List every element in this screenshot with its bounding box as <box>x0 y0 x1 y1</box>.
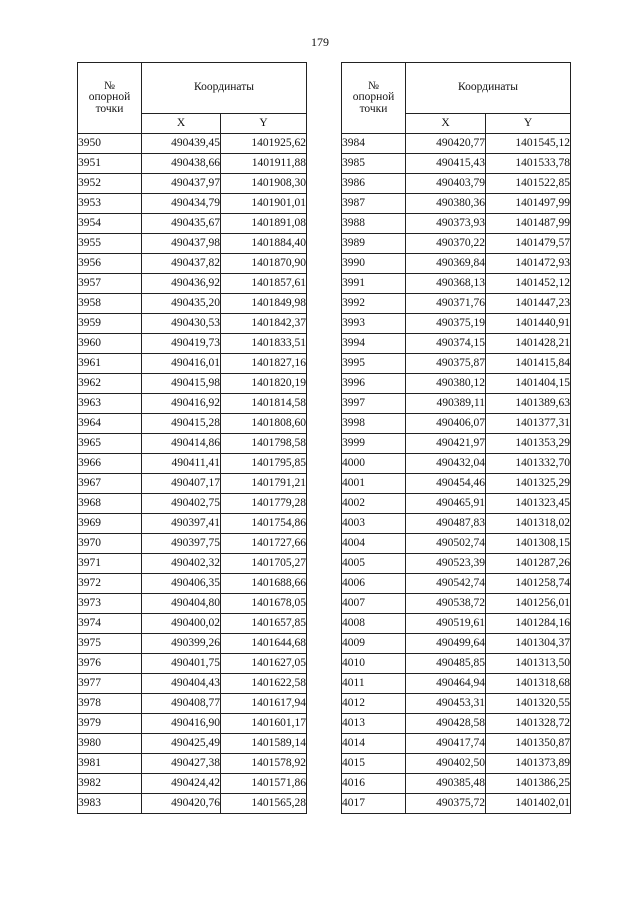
x-coordinate-cell: 490430,53 <box>142 314 221 334</box>
point-number-cell: 4008 <box>342 614 406 634</box>
x-coordinate-cell: 490432,04 <box>406 454 486 474</box>
x-coordinate-cell: 490420,76 <box>142 794 221 814</box>
x-coordinate-cell: 490411,41 <box>142 454 221 474</box>
y-coordinate-cell: 1401688,66 <box>221 574 307 594</box>
y-coordinate-cell: 1401578,92 <box>221 754 307 774</box>
point-number-cell: 4016 <box>342 774 406 794</box>
table-row <box>78 714 307 734</box>
x-coordinate-cell: 490400,02 <box>142 614 221 634</box>
x-coordinate-cell: 490374,15 <box>406 334 486 354</box>
x-coordinate-cell: 490373,93 <box>406 214 486 234</box>
x-coordinate-cell: 490397,75 <box>142 534 221 554</box>
point-number-cell: 3958 <box>78 294 142 314</box>
y-coordinate-cell: 1401522,85 <box>486 174 571 194</box>
table-row <box>78 154 307 174</box>
y-coordinate-cell: 1401320,55 <box>486 694 571 714</box>
y-coordinate-cell: 1401911,88 <box>221 154 307 174</box>
table-row <box>342 794 571 814</box>
x-coordinate-cell: 490416,92 <box>142 394 221 414</box>
table-row <box>78 634 307 654</box>
y-coordinate-cell: 1401428,21 <box>486 334 571 354</box>
table-row <box>342 414 571 434</box>
table-row <box>78 354 307 374</box>
table-row <box>342 614 571 634</box>
point-number-cell: 4015 <box>342 754 406 774</box>
point-number-cell: 3975 <box>78 634 142 654</box>
point-number-cell: 3953 <box>78 194 142 214</box>
y-coordinate-cell: 1401284,16 <box>486 614 571 634</box>
table-row <box>342 254 571 274</box>
point-number-cell: 3966 <box>78 454 142 474</box>
y-coordinate-cell: 1401901,01 <box>221 194 307 214</box>
y-coordinate-cell: 1401678,05 <box>221 594 307 614</box>
y-coordinate-cell: 1401622,58 <box>221 674 307 694</box>
y-coordinate-cell: 1401497,99 <box>486 194 571 214</box>
table-row <box>78 174 307 194</box>
point-number-header-line1: № <box>104 79 115 92</box>
x-coordinate-cell: 490415,43 <box>406 154 486 174</box>
x-coordinate-cell: 490369,84 <box>406 254 486 274</box>
table-row <box>78 434 307 454</box>
y-column-header: Y <box>486 114 571 134</box>
table-row <box>342 634 571 654</box>
table-row <box>342 714 571 734</box>
x-coordinate-cell: 490370,22 <box>406 234 486 254</box>
table-body-right <box>342 134 571 814</box>
point-number-cell: 4010 <box>342 654 406 674</box>
x-coordinate-cell: 490397,41 <box>142 514 221 534</box>
point-number-cell: 3967 <box>78 474 142 494</box>
y-coordinate-cell: 1401332,70 <box>486 454 571 474</box>
y-coordinate-cell: 1401820,19 <box>221 374 307 394</box>
y-coordinate-cell: 1401452,12 <box>486 274 571 294</box>
y-coordinate-cell: 1401308,15 <box>486 534 571 554</box>
x-coordinate-cell: 490371,76 <box>406 294 486 314</box>
point-number-cell: 3955 <box>78 234 142 254</box>
point-number-cell: 3974 <box>78 614 142 634</box>
x-coordinate-cell: 490485,85 <box>406 654 486 674</box>
x-coordinate-cell: 490375,19 <box>406 314 486 334</box>
point-number-cell: 3998 <box>342 414 406 434</box>
point-number-cell: 3951 <box>78 154 142 174</box>
table-row <box>342 134 571 154</box>
point-number-cell: 3986 <box>342 174 406 194</box>
table-row <box>342 694 571 714</box>
y-coordinate-cell: 1401870,90 <box>221 254 307 274</box>
table-row <box>78 214 307 234</box>
y-coordinate-cell: 1401798,58 <box>221 434 307 454</box>
coordinates-header: Координаты <box>406 63 571 114</box>
table-row <box>78 274 307 294</box>
table-row <box>342 274 571 294</box>
point-number-cell: 3963 <box>78 394 142 414</box>
table-row <box>78 314 307 334</box>
x-coordinate-cell: 490435,67 <box>142 214 221 234</box>
y-coordinate-cell: 1401545,12 <box>486 134 571 154</box>
x-coordinate-cell: 490419,73 <box>142 334 221 354</box>
y-column-header: Y <box>221 114 307 134</box>
table-row <box>342 154 571 174</box>
point-number-cell: 4006 <box>342 574 406 594</box>
y-coordinate-cell: 1401389,63 <box>486 394 571 414</box>
table-row <box>342 174 571 194</box>
x-coordinate-cell: 490401,75 <box>142 654 221 674</box>
x-coordinate-cell: 490415,98 <box>142 374 221 394</box>
y-coordinate-cell: 1401779,28 <box>221 494 307 514</box>
x-coordinate-cell: 490408,77 <box>142 694 221 714</box>
x-coordinate-cell: 490420,77 <box>406 134 486 154</box>
y-coordinate-cell: 1401754,86 <box>221 514 307 534</box>
y-coordinate-cell: 1401857,61 <box>221 274 307 294</box>
point-number-cell: 3995 <box>342 354 406 374</box>
table-row <box>78 374 307 394</box>
point-number-header-line2: опорной <box>352 91 395 104</box>
point-number-cell: 3957 <box>78 274 142 294</box>
table-row <box>78 494 307 514</box>
point-number-cell: 3968 <box>78 494 142 514</box>
point-number-cell: 3981 <box>78 754 142 774</box>
x-coordinate-cell: 490424,42 <box>142 774 221 794</box>
point-number-cell: 3987 <box>342 194 406 214</box>
point-number-cell: 3976 <box>78 654 142 674</box>
y-coordinate-cell: 1401791,21 <box>221 474 307 494</box>
table-row <box>78 554 307 574</box>
table-row <box>78 614 307 634</box>
x-column-header: X <box>406 114 486 134</box>
point-number-header <box>342 63 406 134</box>
point-number-cell: 3950 <box>78 134 142 154</box>
y-coordinate-cell: 1401318,02 <box>486 514 571 534</box>
point-number-cell: 4011 <box>342 674 406 694</box>
table-row <box>78 694 307 714</box>
point-number-cell: 3952 <box>78 174 142 194</box>
point-number-cell: 4014 <box>342 734 406 754</box>
x-coordinate-cell: 490404,80 <box>142 594 221 614</box>
point-number-cell: 3961 <box>78 354 142 374</box>
point-number-header-line3: точки <box>359 102 388 115</box>
y-coordinate-cell: 1401487,99 <box>486 214 571 234</box>
y-coordinate-cell: 1401565,28 <box>221 794 307 814</box>
y-coordinate-cell: 1401808,60 <box>221 414 307 434</box>
point-number-cell: 3984 <box>342 134 406 154</box>
point-number-cell: 3999 <box>342 434 406 454</box>
table-row <box>78 454 307 474</box>
x-coordinate-cell: 490389,11 <box>406 394 486 414</box>
point-number-cell: 3956 <box>78 254 142 274</box>
x-coordinate-cell: 490375,72 <box>406 794 486 814</box>
table-row <box>342 554 571 574</box>
point-number-cell: 4005 <box>342 554 406 574</box>
y-coordinate-cell: 1401814,58 <box>221 394 307 414</box>
y-coordinate-cell: 1401318,68 <box>486 674 571 694</box>
point-number-cell: 3985 <box>342 154 406 174</box>
x-coordinate-cell: 490406,07 <box>406 414 486 434</box>
table-row <box>342 194 571 214</box>
y-coordinate-cell: 1401440,91 <box>486 314 571 334</box>
point-number-cell: 3993 <box>342 314 406 334</box>
x-coordinate-cell: 490523,39 <box>406 554 486 574</box>
table-row <box>78 534 307 554</box>
y-coordinate-cell: 1401304,37 <box>486 634 571 654</box>
table-row <box>342 734 571 754</box>
y-coordinate-cell: 1401571,86 <box>221 774 307 794</box>
point-number-cell: 3982 <box>78 774 142 794</box>
table-row <box>342 674 571 694</box>
y-coordinate-cell: 1401925,62 <box>221 134 307 154</box>
y-coordinate-cell: 1401884,40 <box>221 234 307 254</box>
x-coordinate-cell: 490464,94 <box>406 674 486 694</box>
y-coordinate-cell: 1401617,94 <box>221 694 307 714</box>
point-number-cell: 3960 <box>78 334 142 354</box>
y-coordinate-cell: 1401256,01 <box>486 594 571 614</box>
point-number-cell: 4012 <box>342 694 406 714</box>
coordinates-table-left <box>77 62 307 814</box>
point-number-cell: 4017 <box>342 794 406 814</box>
y-coordinate-cell: 1401325,29 <box>486 474 571 494</box>
x-coordinate-cell: 490428,58 <box>406 714 486 734</box>
x-coordinate-cell: 490437,98 <box>142 234 221 254</box>
point-number-cell: 3979 <box>78 714 142 734</box>
x-coordinate-cell: 490487,83 <box>406 514 486 534</box>
point-number-cell: 3996 <box>342 374 406 394</box>
table-row <box>78 774 307 794</box>
y-coordinate-cell: 1401627,05 <box>221 654 307 674</box>
table-row <box>342 534 571 554</box>
point-number-cell: 3992 <box>342 294 406 314</box>
y-coordinate-cell: 1401727,66 <box>221 534 307 554</box>
y-coordinate-cell: 1401479,57 <box>486 234 571 254</box>
y-coordinate-cell: 1401386,25 <box>486 774 571 794</box>
y-coordinate-cell: 1401833,51 <box>221 334 307 354</box>
point-number-cell: 4004 <box>342 534 406 554</box>
x-coordinate-cell: 490380,12 <box>406 374 486 394</box>
x-coordinate-cell: 490406,35 <box>142 574 221 594</box>
point-number-cell: 3980 <box>78 734 142 754</box>
x-coordinate-cell: 490375,87 <box>406 354 486 374</box>
table-row <box>342 354 571 374</box>
y-coordinate-cell: 1401447,23 <box>486 294 571 314</box>
x-coordinate-cell: 490417,74 <box>406 734 486 754</box>
table-row <box>342 234 571 254</box>
point-number-cell: 3988 <box>342 214 406 234</box>
point-number-cell: 4002 <box>342 494 406 514</box>
point-number-cell: 3965 <box>78 434 142 454</box>
point-number-cell: 3990 <box>342 254 406 274</box>
table-row <box>78 194 307 214</box>
table-row <box>342 434 571 454</box>
y-coordinate-cell: 1401353,29 <box>486 434 571 454</box>
table-row <box>342 314 571 334</box>
point-number-cell: 3964 <box>78 414 142 434</box>
table-row <box>342 774 571 794</box>
y-coordinate-cell: 1401601,17 <box>221 714 307 734</box>
table-row <box>78 734 307 754</box>
point-number-cell: 4009 <box>342 634 406 654</box>
x-coordinate-cell: 490465,91 <box>406 494 486 514</box>
y-coordinate-cell: 1401402,01 <box>486 794 571 814</box>
point-number-cell: 3973 <box>78 594 142 614</box>
point-number-cell: 4003 <box>342 514 406 534</box>
table-row <box>78 754 307 774</box>
y-coordinate-cell: 1401287,26 <box>486 554 571 574</box>
point-number-header-line1: № <box>368 79 379 92</box>
y-coordinate-cell: 1401891,08 <box>221 214 307 234</box>
x-coordinate-cell: 490402,50 <box>406 754 486 774</box>
point-number-cell: 4007 <box>342 594 406 614</box>
x-coordinate-cell: 490499,64 <box>406 634 486 654</box>
point-number-header <box>78 63 142 134</box>
table-row <box>342 654 571 674</box>
table-row <box>342 574 571 594</box>
table-row <box>342 334 571 354</box>
point-number-cell: 3978 <box>78 694 142 714</box>
x-coordinate-cell: 490414,86 <box>142 434 221 454</box>
table-row <box>78 514 307 534</box>
x-coordinate-cell: 490438,66 <box>142 154 221 174</box>
x-coordinate-cell: 490436,92 <box>142 274 221 294</box>
y-coordinate-cell: 1401313,50 <box>486 654 571 674</box>
x-coordinate-cell: 490434,79 <box>142 194 221 214</box>
point-number-cell: 3983 <box>78 794 142 814</box>
x-coordinate-cell: 490502,74 <box>406 534 486 554</box>
point-number-cell: 3991 <box>342 274 406 294</box>
point-number-cell: 4000 <box>342 454 406 474</box>
point-number-cell: 3970 <box>78 534 142 554</box>
table-row <box>78 794 307 814</box>
table-row <box>78 294 307 314</box>
x-coordinate-cell: 490402,32 <box>142 554 221 574</box>
table-row <box>78 594 307 614</box>
y-coordinate-cell: 1401842,37 <box>221 314 307 334</box>
table-row <box>342 754 571 774</box>
y-coordinate-cell: 1401908,30 <box>221 174 307 194</box>
table-row <box>342 294 571 314</box>
y-coordinate-cell: 1401323,45 <box>486 494 571 514</box>
point-number-cell: 3954 <box>78 214 142 234</box>
table-row <box>78 414 307 434</box>
y-coordinate-cell: 1401705,27 <box>221 554 307 574</box>
point-number-cell: 3971 <box>78 554 142 574</box>
x-coordinate-cell: 490437,82 <box>142 254 221 274</box>
x-coordinate-cell: 490421,97 <box>406 434 486 454</box>
x-coordinate-cell: 490416,90 <box>142 714 221 734</box>
table-row <box>78 254 307 274</box>
point-number-cell: 3989 <box>342 234 406 254</box>
x-coordinate-cell: 490380,36 <box>406 194 486 214</box>
x-coordinate-cell: 490425,49 <box>142 734 221 754</box>
x-column-header: X <box>142 114 221 134</box>
table-row <box>78 654 307 674</box>
table-row <box>78 394 307 414</box>
table-row <box>78 574 307 594</box>
x-coordinate-cell: 490437,97 <box>142 174 221 194</box>
table-row <box>342 474 571 494</box>
x-coordinate-cell: 490385,48 <box>406 774 486 794</box>
x-coordinate-cell: 490403,79 <box>406 174 486 194</box>
point-number-header-line2: опорной <box>88 91 131 104</box>
y-coordinate-cell: 1401328,72 <box>486 714 571 734</box>
point-number-cell: 3977 <box>78 674 142 694</box>
table-row <box>78 474 307 494</box>
x-coordinate-cell: 490453,31 <box>406 694 486 714</box>
x-coordinate-cell: 490368,13 <box>406 274 486 294</box>
y-coordinate-cell: 1401404,15 <box>486 374 571 394</box>
x-coordinate-cell: 490399,26 <box>142 634 221 654</box>
x-coordinate-cell: 490404,43 <box>142 674 221 694</box>
table-row <box>342 514 571 534</box>
point-number-cell: 3959 <box>78 314 142 334</box>
y-coordinate-cell: 1401377,31 <box>486 414 571 434</box>
x-coordinate-cell: 490439,45 <box>142 134 221 154</box>
point-number-cell: 3994 <box>342 334 406 354</box>
y-coordinate-cell: 1401849,98 <box>221 294 307 314</box>
y-coordinate-cell: 1401258,74 <box>486 574 571 594</box>
x-coordinate-cell: 490402,75 <box>142 494 221 514</box>
y-coordinate-cell: 1401827,16 <box>221 354 307 374</box>
table-row <box>342 214 571 234</box>
x-coordinate-cell: 490407,17 <box>142 474 221 494</box>
coordinates-header: Координаты <box>142 63 307 114</box>
page-number: 179 <box>311 35 329 49</box>
table-row <box>342 454 571 474</box>
point-number-cell: 3972 <box>78 574 142 594</box>
table-row <box>78 674 307 694</box>
table-row <box>342 594 571 614</box>
point-number-cell: 3969 <box>78 514 142 534</box>
y-coordinate-cell: 1401472,93 <box>486 254 571 274</box>
point-number-header-line3: точки <box>95 102 124 115</box>
table-row <box>342 394 571 414</box>
x-coordinate-cell: 490542,74 <box>406 574 486 594</box>
table-row <box>342 494 571 514</box>
point-number-cell: 4013 <box>342 714 406 734</box>
point-number-cell: 3962 <box>78 374 142 394</box>
y-coordinate-cell: 1401415,84 <box>486 354 571 374</box>
point-number-cell: 3997 <box>342 394 406 414</box>
y-coordinate-cell: 1401373,89 <box>486 754 571 774</box>
x-coordinate-cell: 490427,38 <box>142 754 221 774</box>
table-row <box>342 374 571 394</box>
table-row <box>78 334 307 354</box>
x-coordinate-cell: 490416,01 <box>142 354 221 374</box>
table-body-left <box>78 134 307 814</box>
y-coordinate-cell: 1401350,87 <box>486 734 571 754</box>
table-row <box>78 134 307 154</box>
x-coordinate-cell: 490415,28 <box>142 414 221 434</box>
table-row <box>78 234 307 254</box>
y-coordinate-cell: 1401644,68 <box>221 634 307 654</box>
coordinates-table-right <box>341 62 571 814</box>
x-coordinate-cell: 490538,72 <box>406 594 486 614</box>
y-coordinate-cell: 1401795,85 <box>221 454 307 474</box>
y-coordinate-cell: 1401657,85 <box>221 614 307 634</box>
y-coordinate-cell: 1401589,14 <box>221 734 307 754</box>
y-coordinate-cell: 1401533,78 <box>486 154 571 174</box>
x-coordinate-cell: 490454,46 <box>406 474 486 494</box>
x-coordinate-cell: 490435,20 <box>142 294 221 314</box>
x-coordinate-cell: 490519,61 <box>406 614 486 634</box>
point-number-cell: 4001 <box>342 474 406 494</box>
